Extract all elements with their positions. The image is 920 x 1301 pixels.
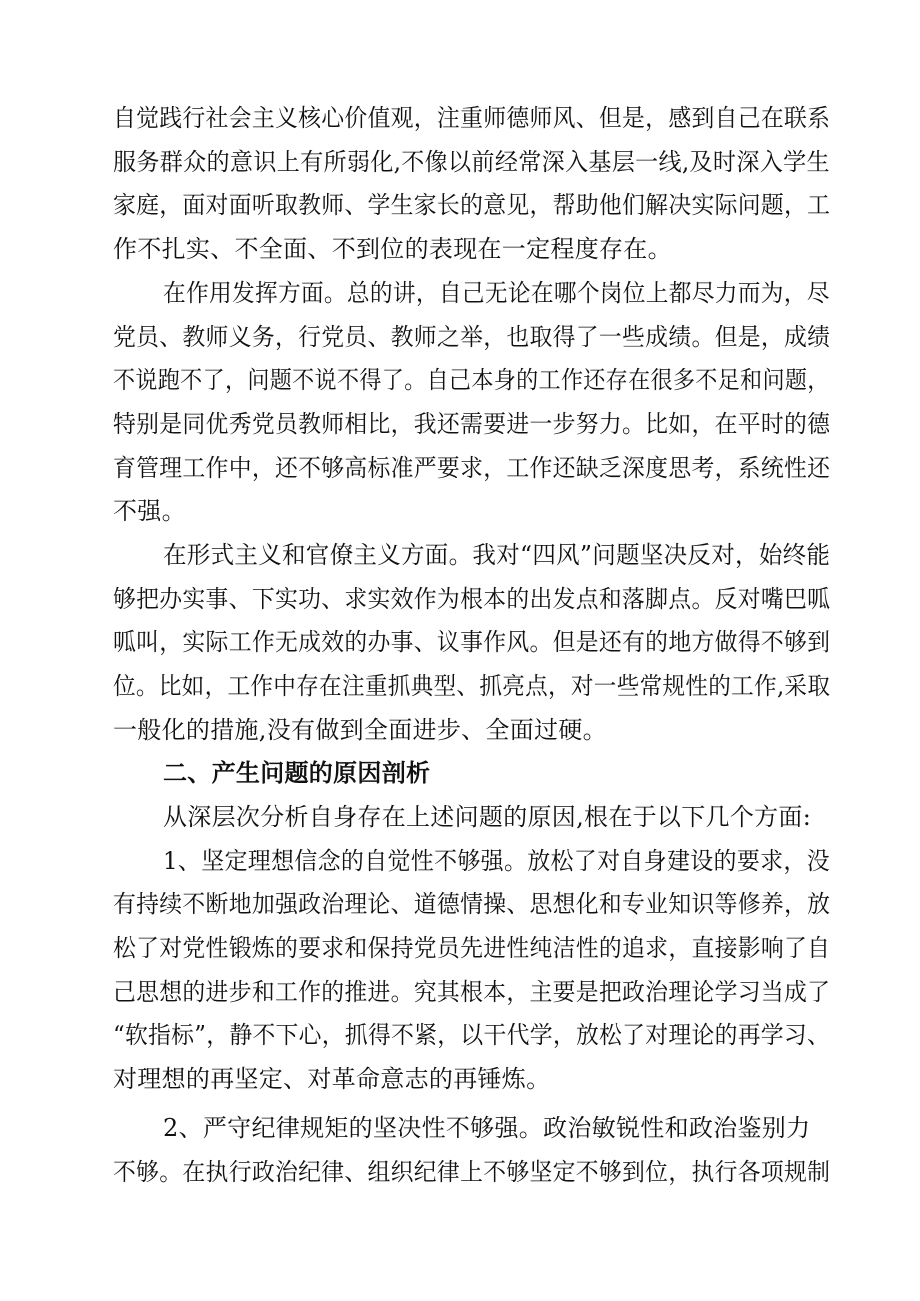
body-text-line: 有持续不断地加强政治理论、道德情操、思想化和专业知识等修养，放	[113, 890, 831, 918]
body-text-line: 位。比如，工作中存在注重抓典型、抓亮点，对一些常规性的工作,采取	[113, 672, 831, 700]
body-text-line: 1、坚定理想信念的自觉性不够强。放松了对自身建设的要求，没	[163, 847, 830, 875]
body-text-line: 党员、教师义务，行党员、教师之举，也取得了一些成绩。但是，成绩	[113, 323, 831, 351]
body-text-line: 作不扎实、不全面、不到位的表现在一定程度存在。	[113, 235, 672, 263]
body-text-line: 呱叫，实际工作无成效的办事、议事作风。但是还有的地方做得不够到	[113, 628, 831, 656]
body-text-line: 够把办实事、下实功、求实效作为根本的出发点和落脚点。反对嘴巴呱	[113, 585, 831, 613]
body-text-line: 在作用发挥方面。总的讲，自己无论在哪个岗位上都尽力而为，尽	[163, 279, 830, 307]
body-text-line: 从深层次分析自身存在上述问题的原因,根在于以下几个方面:	[163, 803, 812, 831]
body-text-line: 特别是同优秀党员教师相比，我还需要进一步努力。比如，在平时的德	[113, 410, 831, 438]
body-text-line: 2、严守纪律规矩的坚决性不够强。政治敏锐性和政治鉴别力	[163, 1114, 811, 1142]
body-text-line: 对理想的再坚定、对革命意志的再锤炼。	[113, 1065, 551, 1093]
body-text-line: 己思想的进步和工作的推进。究其根本，主要是把政治理论学习当成了	[113, 978, 831, 1006]
body-text-line: 在形式主义和官僚主义方面。我对“四风”问题坚决反对，始终能	[163, 541, 831, 569]
body-text-line: 不说跑不了，问题不说不得了。自己本身的工作还存在很多不足和问题，	[113, 366, 830, 394]
body-text-line: 不够。在执行政治纪律、组织纪律上不够坚定不够到位，执行各项规制	[113, 1158, 831, 1186]
body-text-line: 松了对党性锻炼的要求和保持党员先进性纯洁性的追求，直接影响了自	[113, 934, 831, 962]
body-text-line: “软指标”，静不下心，抓得不紧，以干代学，放松了对理论的再学习、	[113, 1021, 831, 1049]
body-text-line: 不强。	[113, 497, 186, 525]
section-heading: 二、产生问题的原因剖析	[163, 759, 431, 787]
body-text-line: 自觉践行社会主义核心价值观，注重师德师风、但是，感到自己在联系	[113, 104, 831, 132]
body-text-line: 服务群众的意识上有所弱化,不像以前经常深入基层一线,及时深入学生	[113, 148, 830, 176]
body-text-line: 一般化的措施,没有做到全面进步、全面过硬。	[113, 716, 607, 744]
body-text-line: 家庭，面对面听取教师、学生家长的意见，帮助他们解决实际问题，工	[113, 191, 831, 219]
body-text-line: 育管理工作中，还不够高标准严要求，工作还缺乏深度思考，系统性还	[113, 454, 831, 482]
